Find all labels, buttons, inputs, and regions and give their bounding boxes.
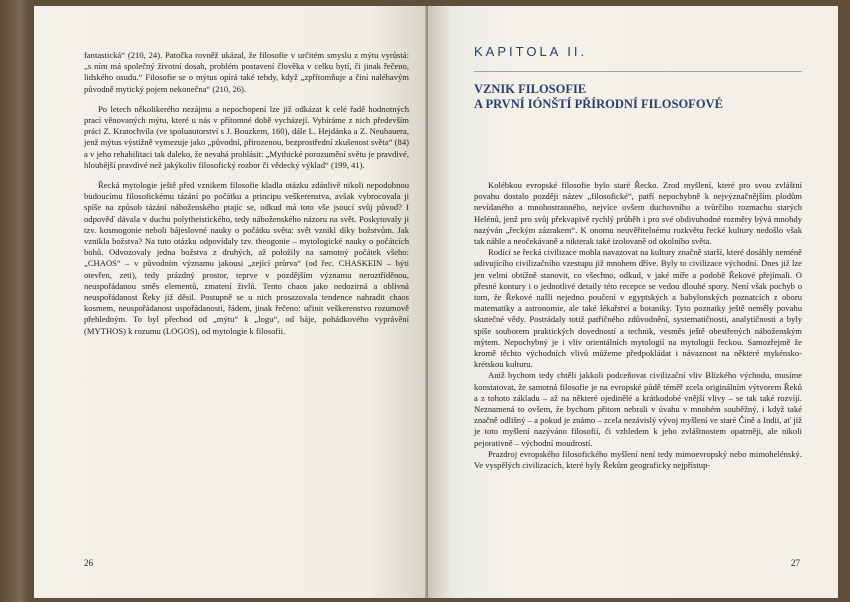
chapter-divider <box>474 71 802 72</box>
paragraph: fantastická“ (210, 24). Patočka rovněž ukázal, že filosofie v určitém smyslu z mýtu vyrůstá: „s ním má společný životní dosah, problém postavení člověka v celku bytí, či jinak řečeno, lidského osudu.“ Filosofie se o mýtus opírá také tehdy, když „zpřítomňuje a činí naléhavým původně mytický pojem nekonečna“ (210, 26). <box>84 50 409 94</box>
paragraph: Prazdroj evropského filosofického myšlení není tedy mimoevropský nebo mimohelénský. Ve vyspělých civilizacích, které byly Řekům geograficky nejpřístup- <box>474 448 802 471</box>
paragraph: Rodící se řecká civilizace mohla navazovat na kultury značně starší, které dosáhly neméně udivujícího civilizačního vzestupu již mnohem dříve. Byly to civilizace východní. Dnes již lze jen velmi obtížně stanovit, co všechno, odkud, v jaké míře a podobě Řekové přejímali. O přesné kontury i o jednotlivé detaily této recepce se vedou dlouhé spory. Není však pochyb o tom, že Řekové našli nejedno poučení v egyptských a babylonských poznatcích z oboru matematiky a astronomie, ale také lékařství a botaniky. Tyto poznatky ještě neměly povahu skutečné vědy. Postrádaly totiž patřičného zdůvodnění, systematičnosti, analytičnosti a byly spíše souborem praktických dovedností a technik, vesměs ještě obestřených náboženským mýtem. Nepochybný je i vliv orientálních mytologií na mytologii řeckou. Samozřejmě že kromě těchto východních vlivů můžeme předpokládat i návaznost na některé mykénsko-krétskou kulturu. <box>474 247 802 370</box>
paragraph: Kolébkou evropské filosofie bylo staré Řecko. Zrod myšlení, které pro svou zvláštní povahu dostalo později název „filosofické“, patří nepochybně k nejvýznačnějším plodům nevídaného a mnohostranného, nejvíce ovšem duchovního a tvůrčího rozmachu starých Helénů, jenž pro svůj překvapivě rychlý průběh i pro své obdivuhodné rozměry bývá mnohdy nazýván „řeckým zázrakem“. K onomu neuvěřitelnému rozkvětu řecké kultury nedošlo však tak náhle a neočekávaně a nikterak také izolovaně od okolního světa. <box>474 180 802 247</box>
chapter-title-line: A PRVNÍ IÓNŠTÍ PŘÍRODNÍ FILOSOFOVÉ <box>474 97 723 111</box>
paragraph: Aniž bychom tedy chtěli jakkoli podceňovat civilizační vliv Blízkého východu, musíme konstatovat, že samotná filosofie je na evropské půdě téměř zcela originálním výtvorem Řeků a z tohoto základu – až na některé ojedinělé a krátkodobé vnější vlivy – se tak také rozvíjí. Neznamená to ovšem, že bychom přitom nebrali v úvahu v mnohém souběžný, i když také značně odlišný – a pokud je známo – zcela nezávislý vývoj myšlení ve staré Číně a Indii, ať již je toto myšlení nazýváno filosofií, či vzhledem k jeho zvláštnostem opatrněji, ale nikoli pejorativně – východní moudrostí. <box>474 370 802 448</box>
paragraph: Po letech několikerého nezájmu a nepochopení lze již odkázat k celé řadě hodnotných prací věnovaných mýtu, které u nás v přítomné době vycházejí. Vybíráme z nich především práci Z. Kratochvíla (ve spoluautorství s J. Bouzkem, 160), dále L. Hejdánka a Z. Neubauera, jenž mýtus výstižně vymezuje jako „původní, přirozenou, bezprostřední zkušenost světa“ (84) a v jeho rehabilitaci tak daleko, že nevahá prohlásit: „Mythické porozumění světu je pravdivé, hloubější pravdivé než jakýkoliv filosofický rozbor či vědecký výklad“ (199, 41). <box>84 103 409 170</box>
paragraph: Řecká mytologie ještě před vznikem filosofie kladla otázku zdánlivě nikoli nepodobnou budoucímu filosofickému tázání po počátku a principu veškerenstva, avšak vybrocovala ji spíše na způsob tázání náboženského ptajíc se, odkud má toto vše jsoucí svůj původ? I odpověď dávala v duchu polytheistického, tedy náboženského názoru na svět. Poskytovaly ji tzv. kosmogonie neboli bájeslovné nauky o počátku světa: svět vznikl díky božstvům. Jak vznikla božstva? Na tuto otázku odpovídaly tzv. theogonie – mytologické nauky o počátcích bohů. Odvozovaly jedna božstva z druhých, až položily na samotný počátek všeho: „CHAOS“ – v původním významu jakousi „zející průrva“ (od řec. CHASKEIN – býti otevřen, zeti), tedy prázdný prostor, teprve v pozdějším významu neroztříděnou, neuspořádanou směs elementů, zmatení živlů. Tento chaos jako nedozírná a oblivná neuspořádanost Řeky již děsil. Postupně se u nich prosazovala tendence nahradit chaos kosmem, neuspořádanost uspořádaností, řádem, jinak řečeno: učinit veškerenstvo rozumově přehledným. To byl přechod od „mýtu“ k „logu“, od báje, pohádkového vyprávění (MYTHOS) k rozumu (LOGOS), od mytologie k filosofii. <box>84 180 409 336</box>
chapter-title-line: VZNIK FILOSOFIE <box>474 82 587 96</box>
left-page <box>34 6 427 598</box>
chapter-title <box>474 82 802 112</box>
page-number: 26 <box>84 558 93 568</box>
page-number: 27 <box>791 558 800 568</box>
chapter-label: KAPITOLA II. <box>474 44 588 59</box>
right-page <box>428 6 838 598</box>
